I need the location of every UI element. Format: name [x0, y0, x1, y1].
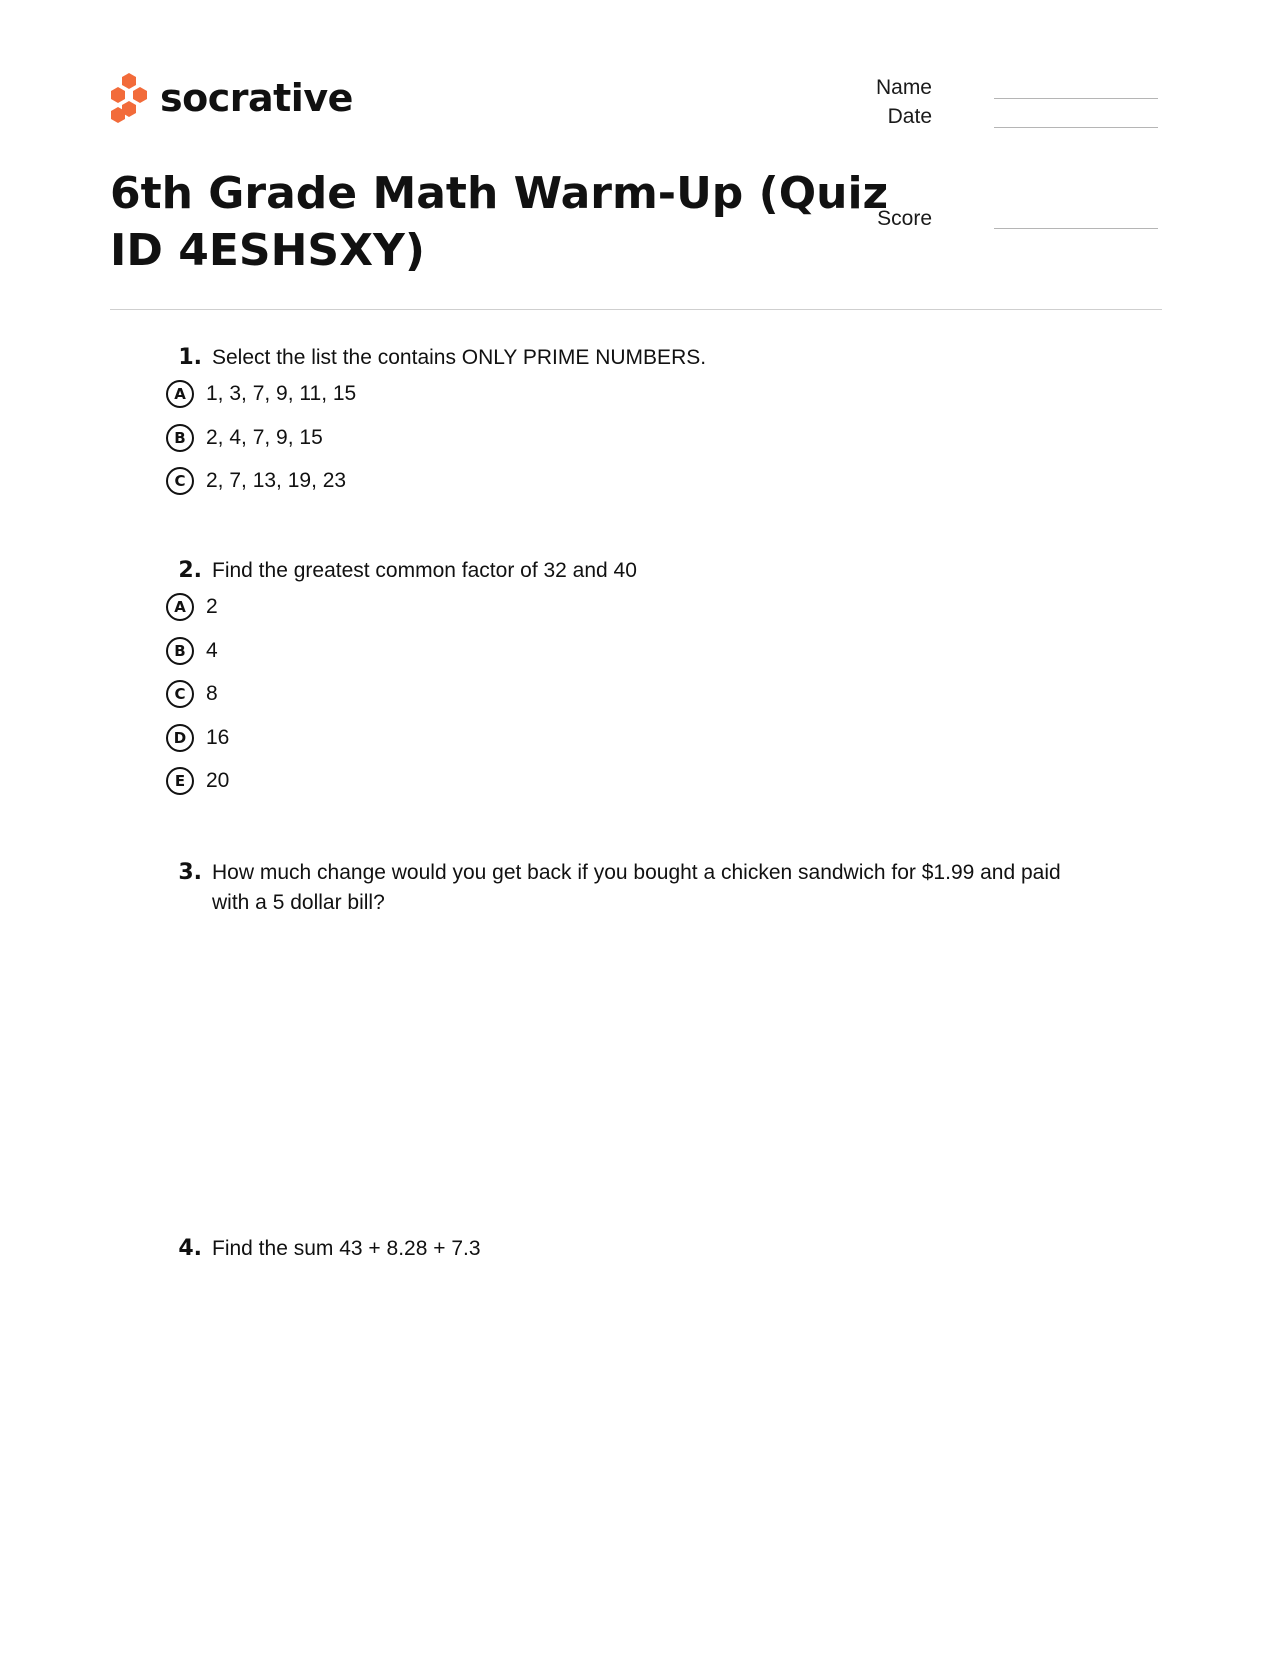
option-text: 1, 3, 7, 9, 11, 15	[206, 382, 357, 405]
name-label: Name	[875, 76, 932, 99]
date-label: Date	[887, 105, 932, 128]
date-field-line[interactable]	[994, 127, 1158, 128]
brand-name: socrative	[160, 76, 353, 120]
question-text: Find the greatest common factor of 32 and 40	[212, 559, 637, 582]
option-letter-circle[interactable]: C	[166, 680, 194, 708]
option-text: 2, 7, 13, 19, 23	[206, 469, 347, 492]
option-text: 2, 4, 7, 9, 15	[206, 425, 323, 449]
header-divider	[110, 309, 1162, 310]
option-letter-circle[interactable]: D	[166, 724, 194, 752]
answer-option[interactable]	[160, 592, 1120, 622]
option-text: 4	[206, 638, 218, 662]
question-4	[160, 1234, 1120, 1264]
question-text: Select the list the contains ONLY PRIME NUMBERS.	[212, 346, 707, 369]
question-text: Find the sum 43 + 8.28 + 7.3	[212, 1237, 481, 1260]
option-letter-circle[interactable]: A	[166, 380, 194, 408]
option-letter-circle[interactable]: C	[166, 467, 194, 495]
answer-options	[160, 379, 1120, 496]
answer-option[interactable]	[160, 379, 1120, 409]
score-field-line[interactable]	[994, 228, 1158, 229]
option-text: 16	[206, 725, 230, 749]
answer-options	[160, 592, 1120, 796]
socrative-logo	[110, 72, 353, 124]
answer-option[interactable]	[160, 423, 1120, 453]
question-number: 2.	[178, 558, 202, 583]
hexagon-cluster-icon	[110, 73, 148, 123]
question-number: 4.	[178, 1236, 202, 1261]
answer-option[interactable]	[160, 679, 1120, 709]
option-text: 8	[206, 682, 218, 705]
quiz-title: 6th Grade Math Warm-Up (Quiz ID 4ESHSXY)	[110, 168, 889, 276]
option-text: 2	[206, 595, 218, 618]
question-number: 3.	[178, 860, 202, 885]
option-letter-circle[interactable]: B	[166, 424, 194, 452]
name-field-line[interactable]	[994, 98, 1158, 99]
question-number: 1.	[178, 345, 202, 370]
option-text: 20	[206, 769, 230, 792]
question-1	[160, 343, 1120, 510]
option-letter-circle[interactable]: A	[166, 593, 194, 621]
answer-option[interactable]	[160, 766, 1120, 796]
question-text: How much change would you get back if you bought a chicken sandwich for $1.99 and paid with a 5 dollar bill?	[212, 861, 1061, 914]
answer-option[interactable]	[160, 466, 1120, 496]
question-2	[160, 556, 1120, 810]
option-letter-circle[interactable]: B	[166, 637, 194, 665]
answer-option[interactable]	[160, 636, 1120, 666]
option-letter-circle[interactable]: E	[166, 767, 194, 795]
question-3	[160, 858, 1120, 918]
score-label: Score	[877, 207, 932, 230]
answer-option[interactable]	[160, 723, 1120, 753]
